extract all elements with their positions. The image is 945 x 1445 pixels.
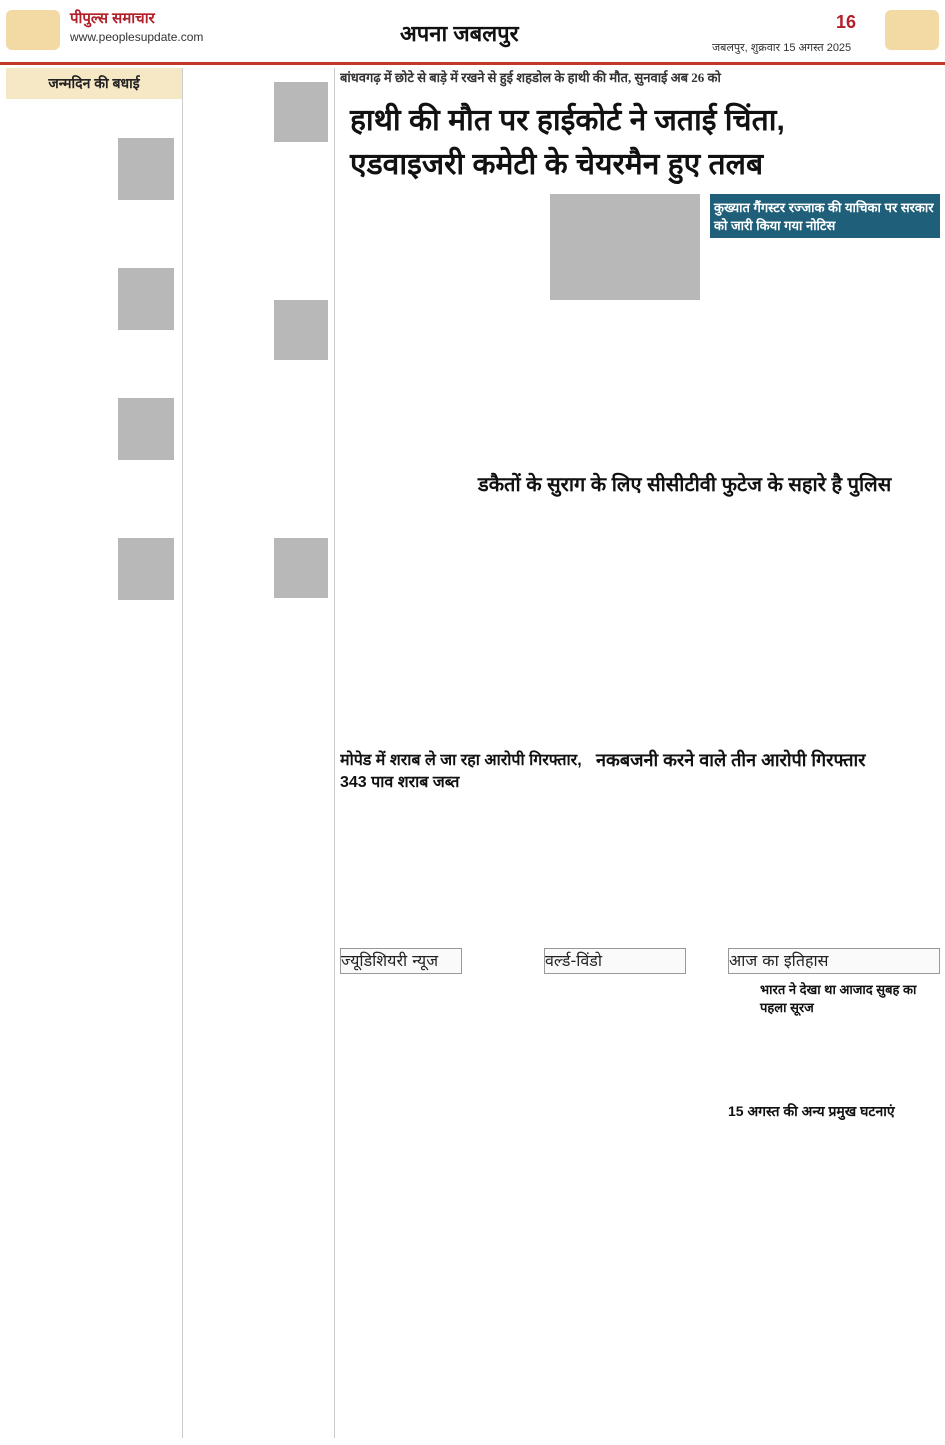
lead-kicker: बांधवगढ़ में छोटे से बाड़े में रखने से हुई शहडोल के हाथी की मौत, सुनवाई अब 26 को [340, 70, 721, 85]
events-headline: 15 अगस्त की अन्य प्रमुख घटनाएं [728, 1103, 895, 1119]
side-banner: कुख्यात गैंगस्टर रज्जाक की याचिका पर सरकार को जारी किया गया नोटिस [710, 194, 940, 238]
independence-day-seal-left [6, 10, 60, 50]
independence-day-seal-right [885, 10, 939, 50]
world-label: वर्ल्ड-विंडो [544, 948, 686, 974]
judiciary-label: ज्यूडिशियरी न्यूज [340, 948, 462, 974]
theft-headline: नकबजनी करने वाले तीन आरोपी गिरफ्तार [596, 750, 866, 770]
portrait-photo [118, 538, 174, 600]
history-label: आज का इतिहास [728, 948, 940, 974]
portrait-photo [118, 398, 174, 460]
masthead [0, 0, 945, 65]
officers-text [188, 68, 334, 80]
story-photo [550, 194, 700, 300]
officers-column [188, 68, 335, 1438]
brand-name: पीपुल्स समाचार [70, 10, 155, 27]
lower-stories [340, 1128, 940, 1428]
birthday-text [6, 99, 182, 111]
issue-date: जबलपुर, शुक्रवार 15 अगस्त 2025 [712, 42, 852, 54]
site-url: www.peoplesupdate.com [70, 30, 204, 44]
portrait-photo [118, 138, 174, 200]
liquor-headline: मोपेड में शराब ले जा रहा आरोपी गिरफ्तार, 343 पाव शराब जब्त [340, 752, 582, 791]
birthday-heading: जन्मदिन की बधाई [6, 68, 182, 99]
city-title: अपना जबलपुर [400, 21, 519, 46]
history-headline: भारत ने देखा था आजाद सुबह का पहला सूरज [760, 982, 917, 1015]
portrait-photo [274, 82, 328, 142]
lead-headline-line-1: हाथी की मौत पर हाईकोर्ट ने जताई चिंता, [350, 104, 785, 137]
birthday-column [6, 68, 183, 1438]
portrait-photo [274, 538, 328, 598]
portrait-photo [118, 268, 174, 330]
page-number: 16 [836, 12, 857, 32]
lead-headline-line-2: एडवाइजरी कमेटी के चेयरमैन हुए तलब [350, 148, 764, 181]
portrait-photo [274, 300, 328, 360]
cctv-headline: डकैतों के सुराग के लिए सीसीटीवी फुटेज के सहारे है पुलिस [478, 474, 892, 496]
main-news [340, 68, 940, 1438]
